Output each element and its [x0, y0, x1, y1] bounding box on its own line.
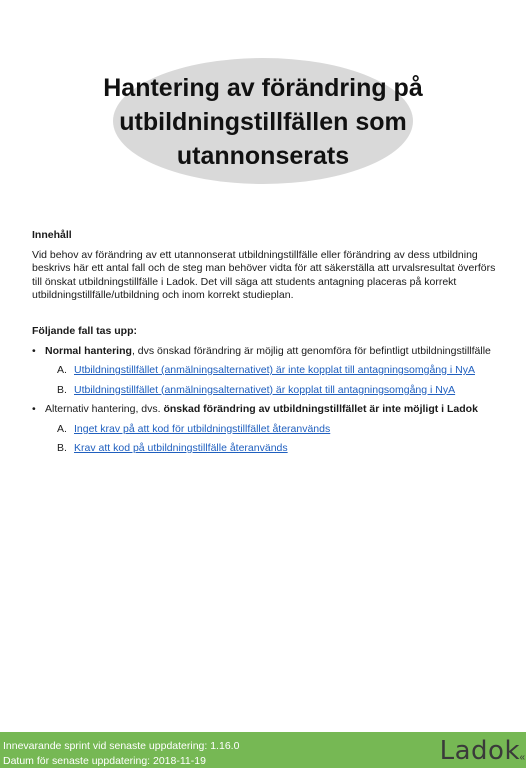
case-item-normal: [32, 345, 500, 398]
list-letter: B.: [57, 442, 67, 454]
intro-text: Vid behov av förändring av ett utannonserat utbildningstillfälle eller förändring av dess utbildning beskrivs här ett antal fall och de steg man behöver vidta för att säkerställa att urvalsresultat överförs till önskat utbildningstillfälle i Ladok. Det vill säga att students antagning placeras på korrekt utbildningstillfälle/utbildning och inom korrekt studieplan.: [32, 248, 496, 301]
case-normal-bold: Normal hantering: [45, 344, 132, 357]
link-normal-a[interactable]: Utbildningstillfället (anmälningsalternativet) är inte kopplat till antagningsomgång i NyA: [74, 364, 475, 376]
case-item-alternative: [32, 403, 500, 456]
list-letter: B.: [57, 383, 67, 396]
case-normal-text: , dvs önskad förändring är möjlig att genomföra för befintligt utbildningstillfälle: [131, 344, 491, 357]
footer-sprint: Innevarande sprint vid senaste uppdatering: 1.16.0: [3, 740, 240, 752]
list-item: [57, 423, 500, 437]
case-alt-sublist: [45, 423, 500, 456]
list-item: [57, 364, 500, 378]
footer: [0, 732, 526, 768]
cases-list: [32, 345, 500, 456]
list-item: [57, 442, 500, 456]
list-letter: A.: [57, 422, 67, 435]
intro-heading: Innehåll: [32, 229, 72, 241]
intro-section: [32, 229, 500, 303]
footer-date: Datum för senaste uppdatering: 2018-11-19: [3, 755, 206, 767]
list-letter: A.: [57, 364, 67, 376]
bullet: •: [32, 344, 36, 357]
link-alt-b[interactable]: Krav att kod på utbildningstillfälle återanvänds: [74, 442, 288, 454]
list-item: [57, 384, 500, 398]
document-title: Hantering av förändring på utbildningstillfällen som utannonserats: [103, 74, 423, 170]
link-normal-b[interactable]: Utbildningstillfället (anmälningsalternativet) är kopplat till antagningsomgång i NyA: [74, 383, 456, 396]
bullet: •: [32, 403, 36, 415]
cases-section: [32, 325, 500, 462]
cases-heading: Följande fall tas upp:: [32, 325, 138, 337]
case-normal-sublist: [45, 364, 500, 397]
ladok-logo: Ladok: [439, 736, 520, 766]
logo-chevron-icon: «: [519, 752, 525, 763]
case-alt-bold: önskad förändring av utbildningstillfället är inte möjligt i Ladok: [163, 403, 478, 415]
case-alt-text: Alternativ hantering, dvs.: [45, 403, 164, 415]
link-alt-a[interactable]: Inget krav på att kod för utbildningstillfället återanvänds: [74, 422, 331, 435]
